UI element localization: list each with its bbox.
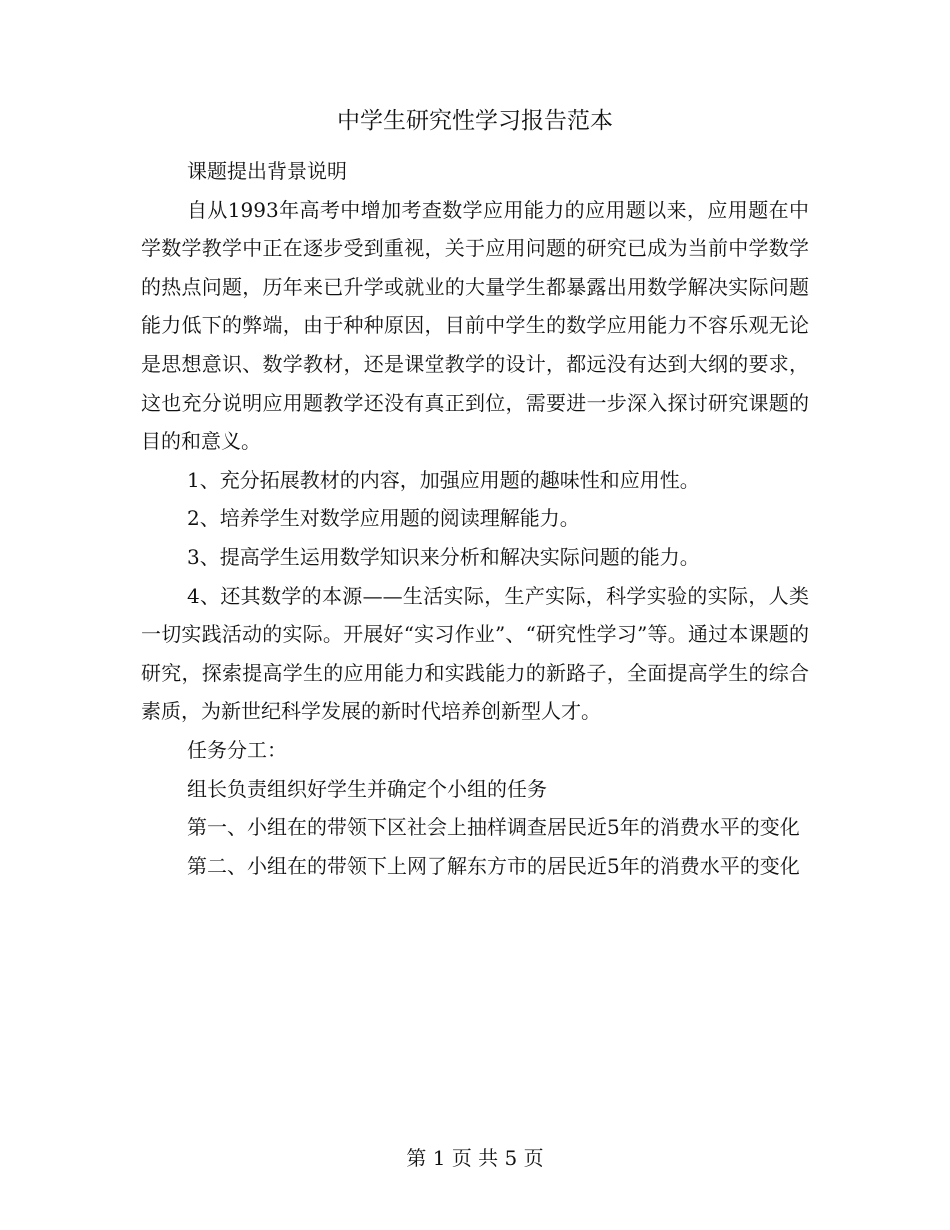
document-title: 中学生研究性学习报告范本 <box>337 108 613 134</box>
task-leader: 组长负责组织好学生并确定个小组的任务 <box>187 776 547 801</box>
section-heading-background: 课题提出背景说明 <box>187 159 347 183</box>
paragraph-background: 自从1993年高考中增加考查数学应用能力的应用题以来，应用题在中学数学教学中正在逐步受到重视，关于应用问题的研究已成为当前中学数学的热点问题，历年来已升学或就业的大量学生都暴露出用数学解决实际问题能力低下的弊端，由于种种原因，目前中学生的数学应用能力不容乐观无论是思想意识、数学教材，还是课堂教学的设计，都远没有达到大纲的要求，这也充分说明应用题教学还没有真正到位，需要进一步深入探讨研究课题的目的和意义。 <box>141 197 809 454</box>
goal-item-4: 4、还其数学的本源——生活实际，生产实际，科学实验的实际，人类一切实践活动的实际。开展好“实习作业”、“研究性学习”等。通过本课题的研究，探索提高学生的应用能力和实践能力的新路子，全面提高学生的综合素质，为新世纪科学发展的新时代培养创新型人才。 <box>141 583 809 724</box>
document-body <box>141 152 809 885</box>
section-heading-tasks: 任务分工： <box>187 737 287 762</box>
page-footer <box>0 1143 950 1173</box>
task-group-2: 第二、小组在的带领下上网了解东方市的居民近5年的消费水平的变化 <box>187 853 800 878</box>
task-group-1: 第一、小组在的带领下区社会上抽样调查居民近5年的消费水平的变化 <box>187 815 800 840</box>
page-number: 第 1 页 共 5 页 <box>406 1146 544 1170</box>
goal-item-3: 3、提高学生运用数学知识来分析和解决实际问题的能力。 <box>187 544 700 569</box>
goal-item-2: 2、培养学生对数学应用题的阅读理解能力。 <box>187 506 580 531</box>
goal-item-1: 1、充分拓展教材的内容，加强应用题的趣味性和应用性。 <box>187 467 700 492</box>
